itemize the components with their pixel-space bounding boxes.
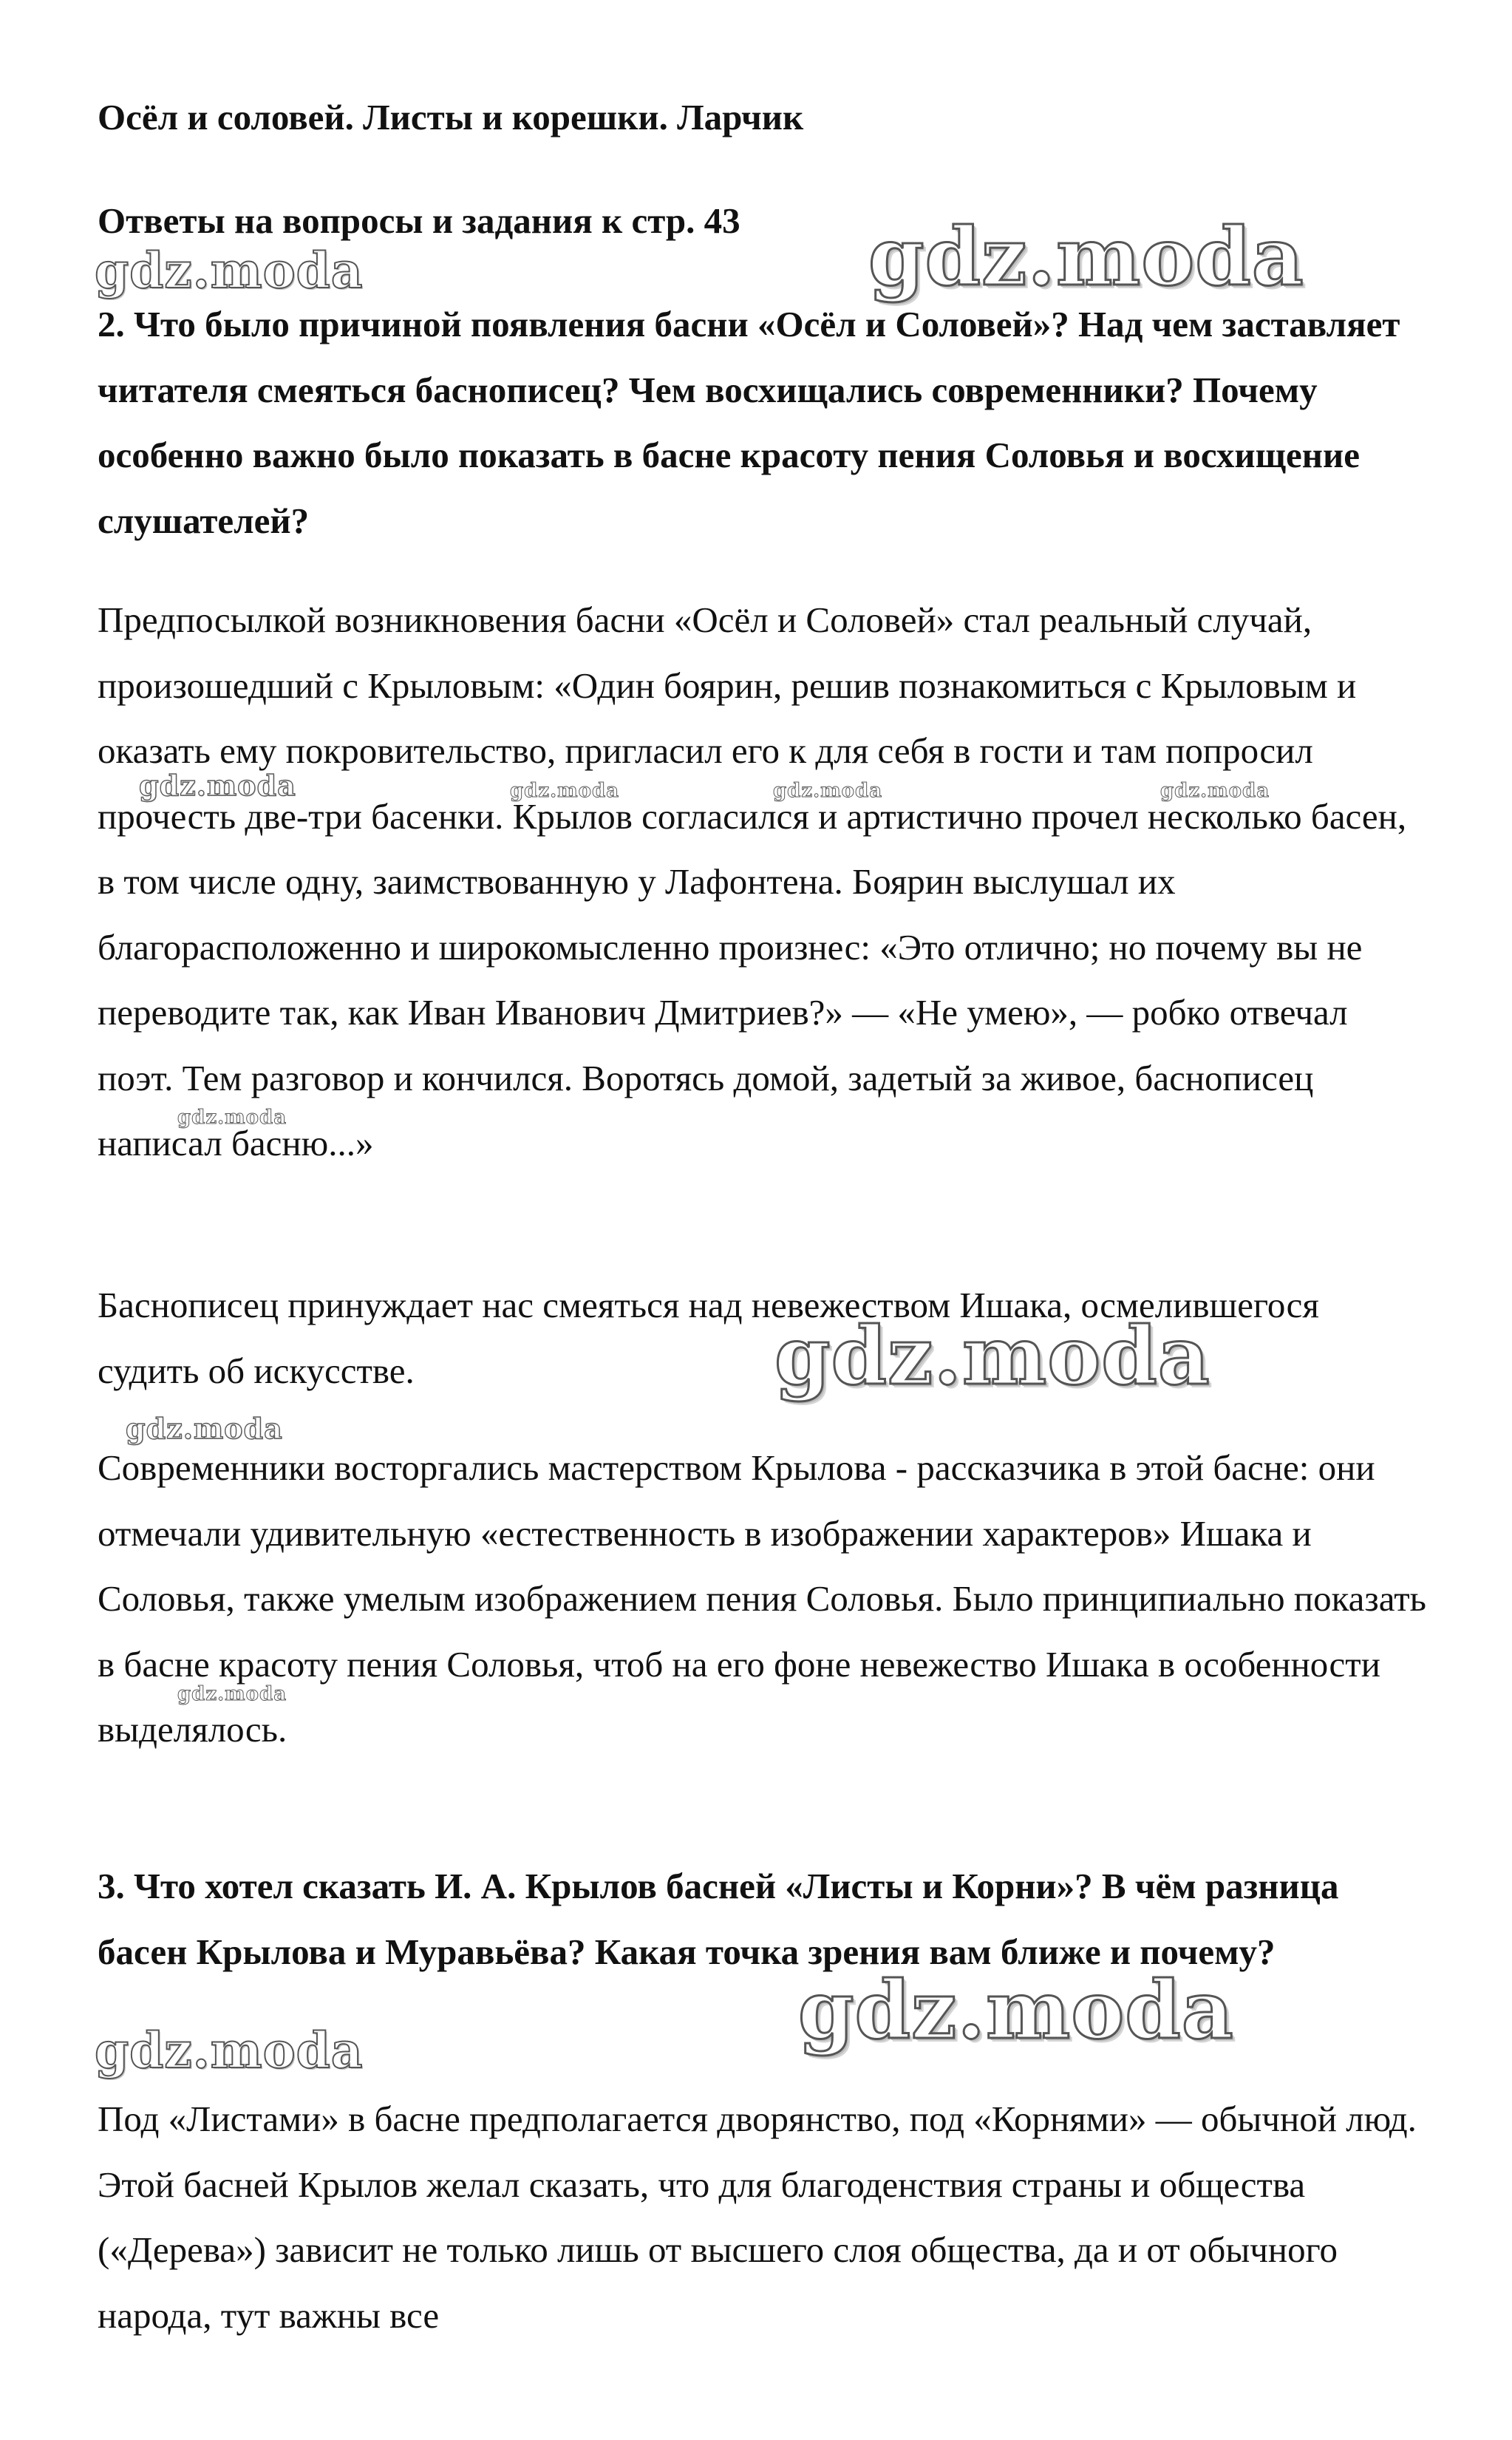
- watermark-logo: gdz.moda: [510, 780, 620, 802]
- answer-3-paragraph: Под «Листами» в басне предполагается дворянство, под «Корнями» — обычной люд. Этой басней Крылов желал сказать, что для благоденствия страны и общества («Дерева») зависит не только лишь от высшего слоя общества, да и от обычного народа, тут важны все: [98, 2099, 1417, 2336]
- watermark-logo: gdz.moda: [177, 1107, 287, 1129]
- watermark-logo: gdz.moda: [868, 211, 1304, 304]
- question-2: 2. Что было причиной появления басни «Осёл и Соловей»? Над чем заставляет читателя смеяться баснописец? Чем восхищались современники? Почему особенно важно было показать в басне красоту пения Соловья и восхищение слушателей?: [98, 304, 1400, 541]
- watermark-logo: gdz.moda: [774, 1310, 1210, 1403]
- watermark-logo: gdz.moda: [95, 242, 364, 299]
- answers-heading: Ответы на вопросы и задания к стр. 43: [98, 200, 740, 241]
- watermark-logo: gdz.moda: [126, 1412, 283, 1445]
- answer-2-paragraph-3: Современники восторгались мастерством Крылова - рассказчика в этой басне: они отмечали удивительную «естественность в изображении характеров» Ишака и Соловья, также умелым изображением пения Соловья. Было принципиально показать в басне красоту пения Соловья, чтоб на его фоне невежество Ишака в особенности выделялось.: [98, 1447, 1427, 1750]
- watermark-logo: gdz.moda: [95, 2022, 364, 2079]
- page-title: Осёл и соловей. Листы и корешки. Ларчик: [98, 97, 804, 137]
- answer-2-paragraph-2: Баснописец принуждает нас смеяться над невежеством Ишака, осмелившегося судить об искусстве.: [98, 1285, 1319, 1391]
- answer-2-paragraph-1: Предпосылкой возникновения басни «Осёл и Соловей» стал реальный случай, произошедший с Крыловым: «Один боярин, решив познакомиться с Крыловым и оказать ему покровительство, пригласил его к для себя в гости и там попросил прочесть две-три басенки. Крылов согласился и артистично прочел несколько басен, в том числе одну, заимствованную у Лафонтена. Боярин выслушал их благорасположенно и широкомысленно произнес: «Это отлично; но почему вы не переводите так, как Иван Иванович Дмитриев?» — «Не умею», — робко отвечал поэт. Тем разговор и кончился. Воротясь домой, задетый за живое, баснописец написал басню...»: [98, 599, 1407, 1163]
- watermark-logo: gdz.moda: [798, 1964, 1234, 2057]
- question-3: 3. Что хотел сказать И. А. Крылов басней «Листы и Корни»? В чём разница басен Крылова и Муравьёва? Какая точка зрения вам ближе и почему?: [98, 1866, 1339, 1972]
- watermark-logo: gdz.moda: [177, 1683, 287, 1705]
- watermark-logo: gdz.moda: [773, 780, 883, 802]
- watermark-logo: gdz.moda: [139, 769, 296, 802]
- watermark-logo: gdz.moda: [1160, 780, 1270, 802]
